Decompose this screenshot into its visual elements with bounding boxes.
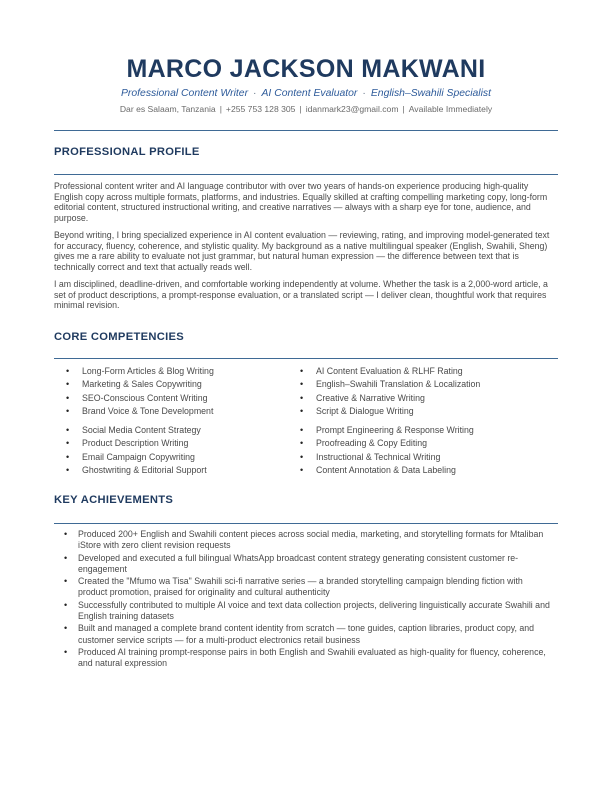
competency-item: • Content Annotation & Data Labeling <box>288 464 518 477</box>
competency-list-left-1 <box>54 365 284 419</box>
section-heading-achievements: KEY ACHIEVEMENTS <box>54 494 174 506</box>
contact-location: Dar es Salaam, Tanzania <box>119 104 216 114</box>
achievement-item: • Produced AI training prompt-response pairs in both English and Swahili evaluated as high-quality for fluency, coherence, and natural expression <box>54 647 554 669</box>
competency-item: • Social Media Content Strategy <box>54 424 284 437</box>
profile-paragraph-1: Professional content writer and AI language contributor with over two years of hands-on experience producing high-quality English copy across multiple formats, platforms, and industries. Equally skilled at crafting compelling marketing copy, long-form editorial content, structured instructional writing, and creative narratives — always with a sharp eye for tone, audience, and purpose. <box>54 181 548 223</box>
header-divider <box>54 130 558 131</box>
competency-list-right-1 <box>288 365 518 419</box>
section-heading-competencies: CORE COMPETENCIES <box>54 331 185 343</box>
title-1: Professional Content Writer <box>120 88 249 99</box>
achievement-item: • Successfully contributed to multiple AI voice and text data collection projects, delivering linguistically accurate Swahili and English training datasets <box>54 600 554 622</box>
section-divider <box>54 174 558 175</box>
competency-item: • SEO-Conscious Content Writing <box>54 392 284 405</box>
competency-list-left-2 <box>54 424 284 478</box>
section-heading-profile: PROFESSIONAL PROFILE <box>54 146 200 158</box>
competency-item: • AI Content Evaluation & RLHF Rating <box>288 365 518 378</box>
professional-titles <box>0 88 612 99</box>
title-2: AI Content Evaluator <box>261 88 358 99</box>
achievement-item: • Produced 200+ English and Swahili content pieces across social media, marketing, and storytelling formats for Mtaliban iStore with zero client revision requests <box>54 529 554 551</box>
competency-item: • Script & Dialogue Writing <box>288 405 518 418</box>
contact-separator: | <box>402 104 405 114</box>
competency-list-right-2 <box>288 424 518 478</box>
contact-phone[interactable]: +255 753 128 305 <box>225 104 296 114</box>
competency-item: • Creative & Narrative Writing <box>288 392 518 405</box>
achievement-item: • Built and managed a complete brand content identity from scratch — tone guides, caption libraries, product copy, and customer service scripts — for a multi-product electronics retail business <box>54 623 554 645</box>
competency-item: • Prompt Engineering & Response Writing <box>288 424 518 437</box>
achievement-item: • Created the "Mfumo wa Tisa" Swahili sci-fi narrative series — a branded storytelling campaign blending fiction with product promotion, praised for originality and cultural authenticity <box>54 576 554 598</box>
profile-paragraph-3: I am disciplined, deadline-driven, and comfortable working independently at volume. Whether the task is a 2,000-word article, a set of product descriptions, a prompt-response evaluation, or a translated script — I deliver clean, thoughtful work that requires minimal revision. <box>54 279 548 311</box>
achievement-item: • Developed and executed a full bilingual WhatsApp broadcast content strategy generating consistent customer re-engagement <box>54 553 554 575</box>
competency-item: • Email Campaign Copywriting <box>54 451 284 464</box>
achievements-list <box>54 529 554 671</box>
title-separator: · <box>253 88 257 99</box>
competency-item: • Brand Voice & Tone Development <box>54 405 284 418</box>
contact-availability: Available Immediately <box>408 104 493 114</box>
competency-item: • Marketing & Sales Copywriting <box>54 378 284 391</box>
competency-item: • Ghostwriting & Editorial Support <box>54 464 284 477</box>
competency-item: • Instructional & Technical Writing <box>288 451 518 464</box>
competency-item: • Proofreading & Copy Editing <box>288 437 518 450</box>
section-divider <box>54 358 558 359</box>
section-divider <box>54 523 558 524</box>
title-3: English–Swahili Specialist <box>370 88 491 99</box>
profile-paragraph-2: Beyond writing, I bring specialized experience in AI content evaluation — reviewing, rating, and improving model-generated text for accuracy, fluency, coherence, and stylistic quality. My background as a native multilingual speaker (English, Swahili, Sheng) gives me a rare ability to evaluate not just grammar, but natural human expression — the difference between text that is technically correct and text that actually reads well. <box>54 230 550 272</box>
contact-email[interactable]: idanmark23@gmail.com <box>305 104 399 114</box>
competency-item: • Product Description Writing <box>54 437 284 450</box>
contact-separator: | <box>219 104 222 114</box>
title-separator: · <box>362 88 366 99</box>
contact-line <box>0 104 612 114</box>
contact-separator: | <box>299 104 302 114</box>
candidate-name: MARCO JACKSON MAKWANI <box>126 55 486 83</box>
competency-item: • Long-Form Articles & Blog Writing <box>54 365 284 378</box>
competency-item: • English–Swahili Translation & Localization <box>288 378 518 391</box>
